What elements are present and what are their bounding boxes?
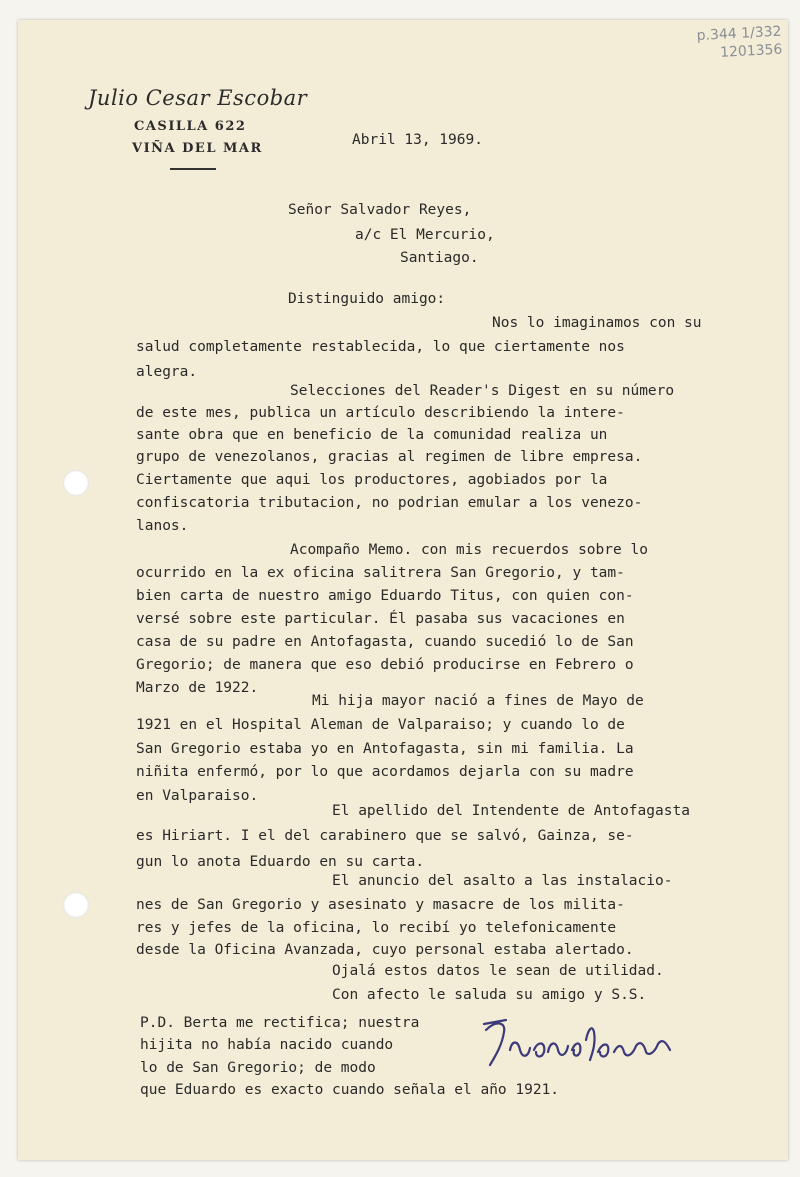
- body-line: Con afecto le saluda su amigo y S.S.: [332, 987, 647, 1003]
- body-line: es Hiriart. I el del carabinero que se salvó, Gainza, se-: [136, 828, 634, 844]
- sender-address-line: VIÑA DEL MAR: [132, 141, 263, 156]
- postscript-line: hijita no había nacido cuando: [140, 1037, 394, 1053]
- body-line: salud completamente restablecida, lo que ciertamente nos: [136, 339, 625, 355]
- postscript-line: P.D. Berta me rectifica; nuestra: [140, 1015, 420, 1031]
- body-line: niñita enfermó, por lo que acordamos dejarla con su madre: [136, 764, 634, 780]
- body-line: lanos.: [136, 518, 189, 534]
- salutation: Distinguido amigo:: [288, 291, 446, 307]
- postscript-line: que Eduardo es exacto cuando señala el año 1921.: [140, 1082, 560, 1098]
- body-line: ocurrido en la ex oficina salitrera San Gregorio, y tam-: [136, 565, 625, 581]
- recipient-line: a/c El Mercurio,: [355, 227, 495, 243]
- body-line: sante obra que en beneficio de la comunidad realiza un: [136, 427, 608, 443]
- body-line: Selecciones del Reader's Digest en su número: [290, 383, 675, 399]
- body-line: Mi hija mayor nació a fines de Mayo de: [312, 693, 644, 709]
- sender-name: Julio Cesar Escobar: [88, 86, 308, 110]
- postscript-line: lo de San Gregorio; de modo: [140, 1060, 376, 1076]
- archive-ref-line: p.344 1/332: [696, 23, 782, 45]
- handwritten-signature: [476, 1010, 706, 1080]
- sender-address-line: CASILLA 622: [134, 119, 247, 134]
- body-line: Nos lo imaginamos con su: [492, 315, 702, 331]
- binder-hole-top: [63, 470, 89, 496]
- letterhead-rule: [170, 168, 216, 170]
- body-line: El apellido del Intendente de Antofagasta: [332, 803, 690, 819]
- letterhead: [88, 86, 308, 170]
- body-line: gun lo anota Eduardo en su carta.: [136, 854, 425, 870]
- binder-hole-bottom: [63, 892, 89, 918]
- body-line: nes de San Gregorio y asesinato y masacre de los milita-: [136, 897, 625, 913]
- body-line: Acompaño Memo. con mis recuerdos sobre lo: [290, 542, 648, 558]
- body-line: res y jefes de la oficina, lo recibí yo telefonicamente: [136, 920, 617, 936]
- body-line: Ciertamente que aqui los productores, agobiados por la: [136, 472, 608, 488]
- body-line: en Valparaiso.: [136, 788, 259, 804]
- body-line: grupo de venezolanos, gracias al regimen de libre empresa.: [136, 449, 643, 465]
- body-line: San Gregorio estaba yo en Antofagasta, sin mi familia. La: [136, 741, 634, 757]
- recipient-line: Santiago.: [400, 250, 479, 266]
- body-line: desde la Oficina Avanzada, cuyo personal estaba alertado.: [136, 942, 634, 958]
- archive-reference: [651, 23, 783, 66]
- body-line: de este mes, publica un artículo describiendo la intere-: [136, 405, 625, 421]
- body-line: El anuncio del asalto a las instalacio-: [332, 873, 673, 889]
- body-line: alegra.: [136, 364, 198, 380]
- body-line: bien carta de nuestro amigo Eduardo Titus, con quien con-: [136, 588, 634, 604]
- body-line: 1921 en el Hospital Aleman de Valparaiso; y cuando lo de: [136, 717, 625, 733]
- body-line: Ojalá estos datos le sean de utilidad.: [332, 963, 664, 979]
- body-line: confiscatoria tributacion, no podrian emular a los venezo-: [136, 495, 643, 511]
- body-line: versé sobre este particular. Él pasaba sus vacaciones en: [136, 611, 625, 627]
- recipient-line: Señor Salvador Reyes,: [288, 202, 472, 218]
- archive-ref-line: 1201356: [719, 41, 783, 61]
- body-line: casa de su padre en Antofagasta, cuando sucedió lo de San: [136, 634, 634, 650]
- body-line: Marzo de 1922.: [136, 680, 259, 696]
- letter-date: Abril 13, 1969.: [352, 132, 483, 148]
- body-line: Gregorio; de manera que eso debió producirse en Febrero o: [136, 657, 634, 673]
